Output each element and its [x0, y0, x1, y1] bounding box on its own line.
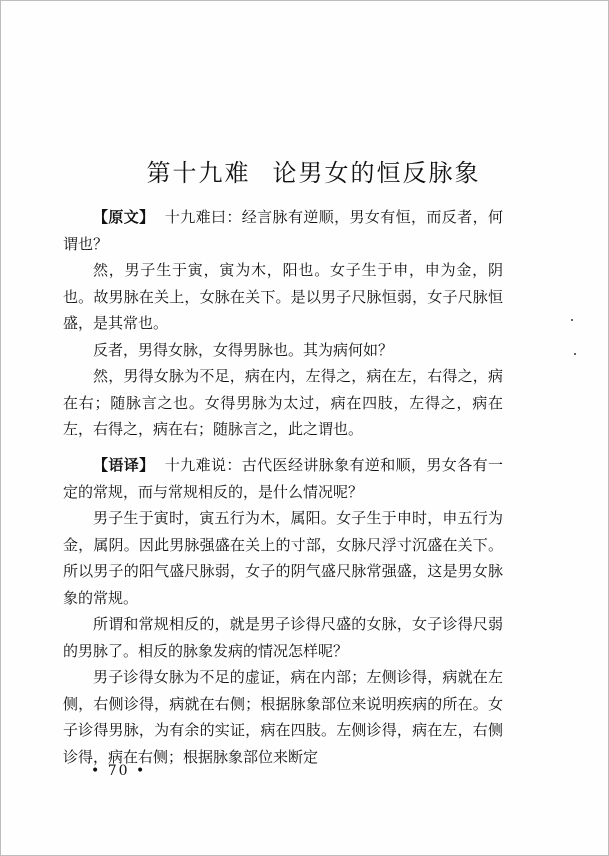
translation-paragraph: 【语译】 十九难说：古代医经讲脉象有逆和顺，男女各有一定的常规，而与常规相反的，是什么情况呢？ — [63, 456, 503, 501]
chapter-subject: 论男女的恒反脉象 — [272, 159, 481, 187]
translation-section — [63, 452, 503, 770]
scan-speck — [571, 319, 573, 321]
original-tag: 【原文】 — [93, 208, 155, 226]
original-paragraph: 【原文】 十九难曰：经言脉有逆顺，男女有恒，而反者，何谓也？ — [63, 208, 503, 253]
translation-paragraph: 男子生于寅时，寅五行为木，属阳。女子生于申时，申五行为金，属阴。因此男脉强盛在关上的寸部，女脉尺浮寸沉盛在关下。所以男子的阳气盛尺脉弱，女子的阴气盛尺脉常强盛，这是男女脉象的常规。 — [63, 509, 503, 607]
chapter-title — [1, 153, 609, 188]
scan-speck — [574, 353, 576, 355]
translation-paragraph: 所谓和常规相反的，就是男子诊得尺盛的女脉，女子诊得尺弱的男脉了。相反的脉象发病的情况怎样呢？ — [63, 615, 503, 660]
translation-paragraph: 男子诊得女脉为不足的虚证，病在内部；左侧诊得，病就在左侧，右侧诊得，病就在右侧；根据脉象部位来说明疾病的所在。女子诊得男脉，为有余的实证，病在四肢。左侧诊得，病在左，右侧诊得，病在右侧；根据脉象部位来断定 — [63, 668, 503, 766]
page-number: • 70 • — [91, 763, 147, 779]
chapter-number: 第十九难 — [146, 159, 251, 187]
translation-tag: 【语译】 — [93, 456, 155, 474]
original-paragraph: 然，男子生于寅，寅为木，阳也。女子生于申，申为金，阴也。故男脉在关上，女脉在关下。是以男子尺脉恒弱，女子尺脉恒盛，是其常也。 — [63, 261, 503, 332]
original-paragraph: 反者，男得女脉，女得男脉也。其为病何如？ — [93, 340, 394, 359]
original-paragraph: 然，男得女脉为不足，病在内，左得之，病在左，右得之，病在右；随脉言之也。女得男脉为太过，病在四肢，左得之，病在左，右得之，病在右；随脉言之，此之谓也。 — [63, 367, 503, 438]
original-text-section — [63, 204, 503, 443]
